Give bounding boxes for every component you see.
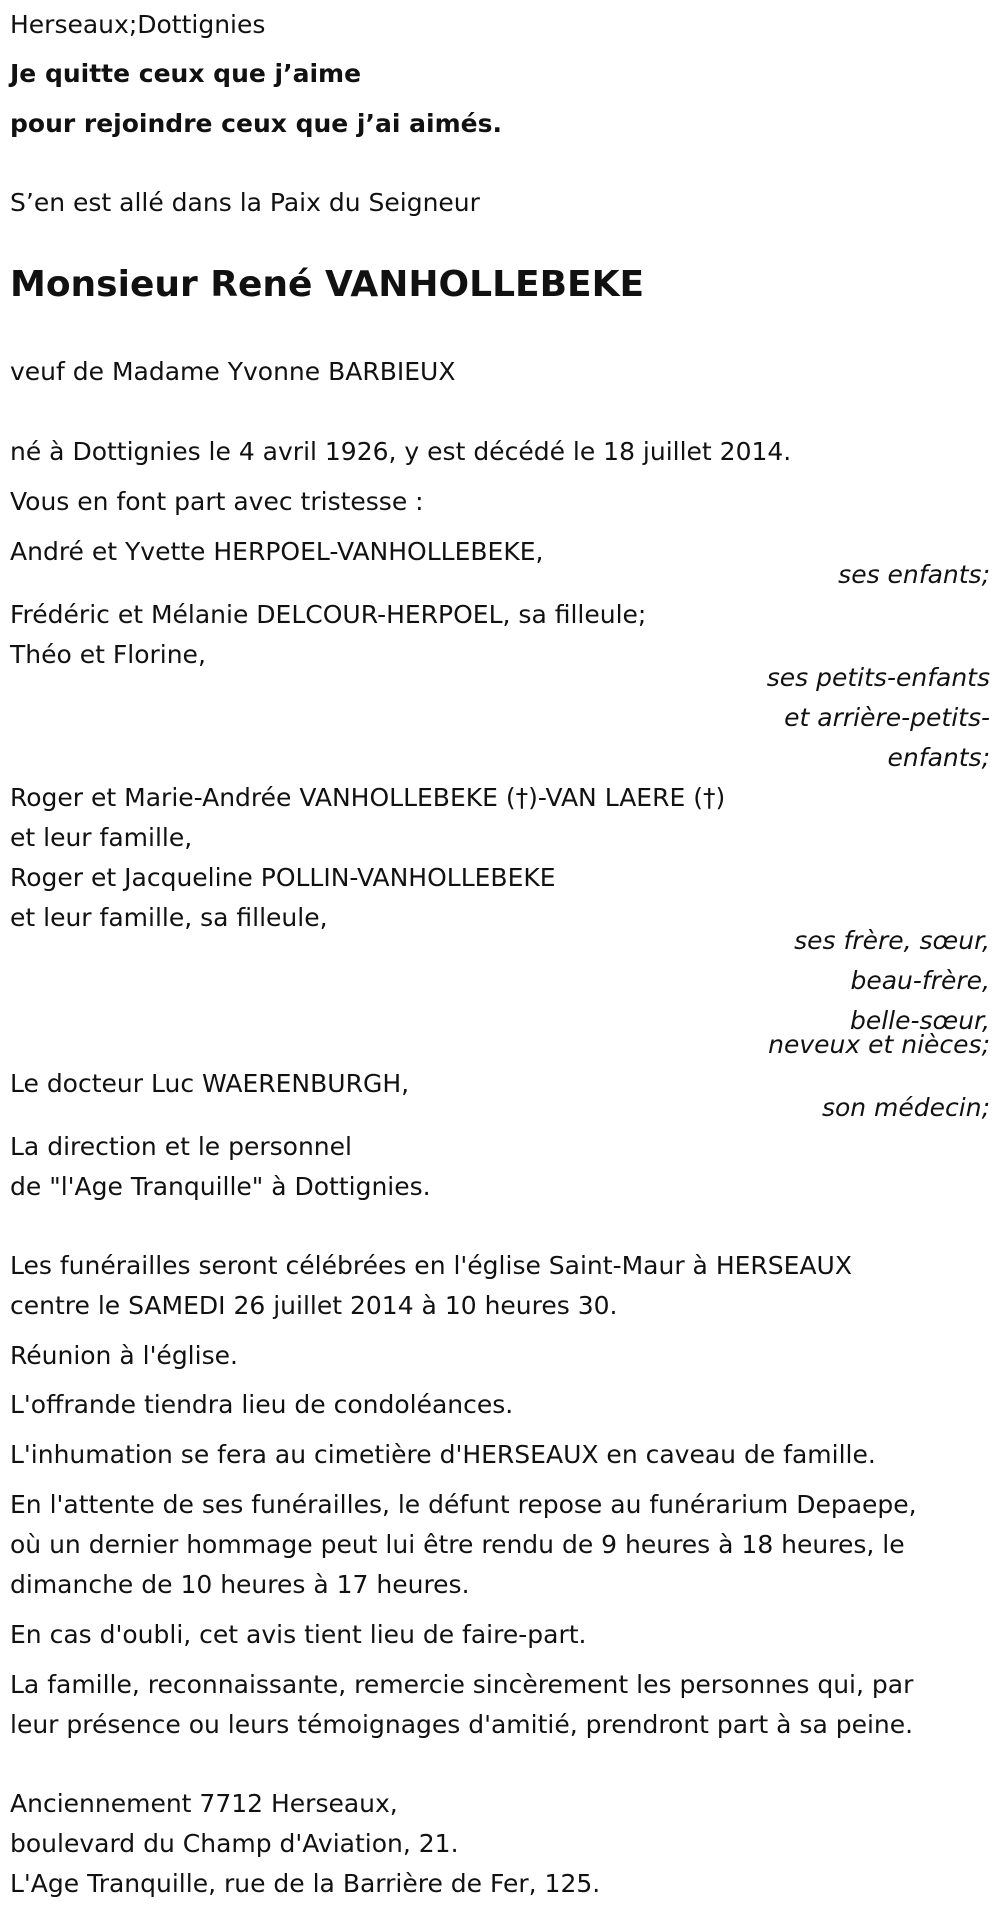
staff-line-1: La direction et le personnel — [10, 1132, 352, 1161]
grandchildren-role-1: ses petits-enfants — [766, 663, 990, 692]
staff-line-2: de "l'Age Tranquille" à Dottignies. — [10, 1172, 431, 1201]
rest-line-1: En l'attente de ses funérailles, le défunt repose au funérarium Depaepe, — [10, 1490, 917, 1519]
siblings-line-4: et leur famille, sa filleule, — [10, 903, 328, 932]
intro-line: S’en est allé dans la Paix du Seigneur — [10, 188, 480, 217]
siblings-role-4: neveux et nièces; — [768, 1030, 990, 1059]
siblings-role-3: belle-sœur, — [849, 1006, 990, 1035]
meeting-line: Réunion à l'église. — [10, 1341, 238, 1370]
quote-line-1: Je quitte ceux que j’aime — [10, 59, 362, 88]
address-line-1: Anciennement 7712 Herseaux, — [10, 1789, 398, 1818]
forget-line: En cas d'oubli, cet avis tient lieu de faire-part. — [10, 1620, 587, 1649]
siblings-line-1: Roger et Marie-Andrée VANHOLLEBEKE (†)-VAN LAERE (†) — [10, 783, 726, 812]
funeral-line-1: Les funérailles seront célébrées en l'église Saint-Maur à HERSEAUX — [10, 1251, 852, 1280]
announce-line: Vous en font part avec tristesse : — [10, 487, 424, 516]
children-role: ses enfants; — [838, 560, 990, 589]
funeral-line-2: centre le SAMEDI 26 juillet 2014 à 10 heures 30. — [10, 1291, 618, 1320]
siblings-role-1: ses frère, sœur, — [794, 926, 990, 955]
siblings-role-2: beau-frère, — [850, 966, 990, 995]
doctor-role: son médecin; — [821, 1093, 990, 1122]
thanks-line-2: leur présence ou leurs témoignages d'amitié, prendront part à sa peine. — [10, 1710, 914, 1739]
address-line-2: boulevard du Champ d'Aviation, 21. — [10, 1829, 459, 1858]
thanks-line-1: La famille, reconnaissante, remercie sincèrement les personnes qui, par — [10, 1670, 914, 1699]
widower-line: veuf de Madame Yvonne BARBIEUX — [10, 357, 456, 386]
offering-line: L'offrande tiendra lieu de condoléances. — [10, 1390, 514, 1419]
address-line-3: L'Age Tranquille, rue de la Barrière de Fer, 125. — [10, 1869, 601, 1898]
doctor-name: Le docteur Luc WAERENBURGH, — [10, 1069, 410, 1098]
grandchildren-role-2: et arrière-petits- — [784, 703, 990, 732]
siblings-line-2: et leur famille, — [10, 823, 193, 852]
quote-line-2: pour rejoindre ceux que j’ai aimés. — [10, 109, 502, 138]
location-line: Herseaux;Dottignies — [10, 10, 266, 39]
rest-line-3: dimanche de 10 heures à 17 heures. — [10, 1570, 470, 1599]
grandchildren-line-2: Théo et Florine, — [10, 640, 206, 669]
burial-line: L'inhumation se fera au cimetière d'HERSEAUX en caveau de famille. — [10, 1440, 876, 1469]
grandchildren-role-3: enfants; — [887, 743, 990, 772]
siblings-line-3: Roger et Jacqueline POLLIN-VANHOLLEBEKE — [10, 863, 556, 892]
deceased-name: Monsieur René VANHOLLEBEKE — [10, 264, 645, 305]
rest-line-2: où un dernier hommage peut lui être rendu de 9 heures à 18 heures, le — [10, 1530, 905, 1559]
grandchildren-line-1: Frédéric et Mélanie DELCOUR-HERPOEL, sa filleule; — [10, 600, 647, 629]
birth-death-line: né à Dottignies le 4 avril 1926, y est décédé le 18 juillet 2014. — [10, 437, 792, 466]
children-names: André et Yvette HERPOEL-VANHOLLEBEKE, — [10, 537, 544, 566]
